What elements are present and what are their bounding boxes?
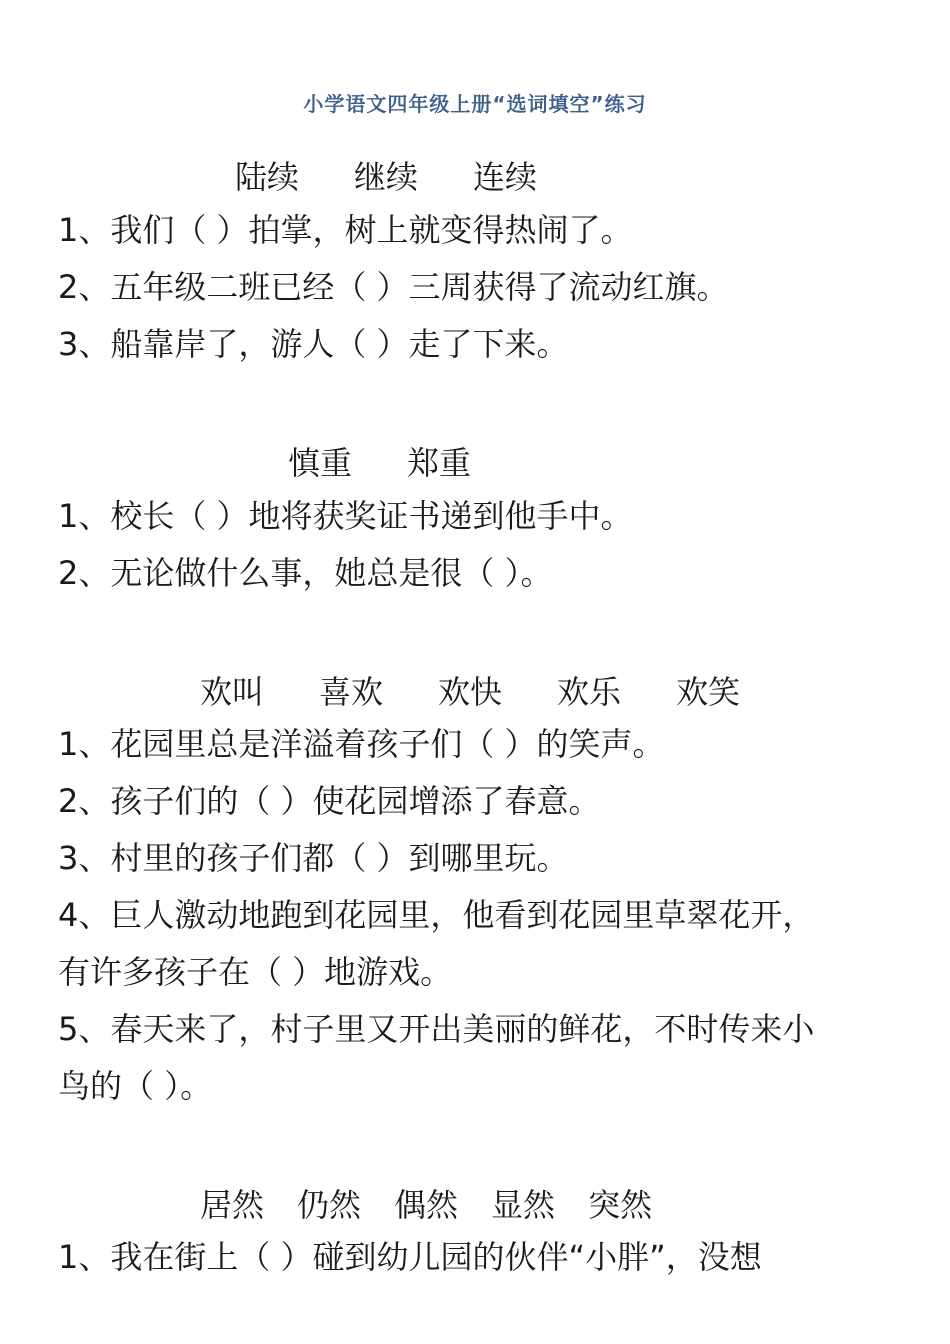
question-line: 3、村里的孩子们都（ ）到哪里玩。: [58, 839, 569, 877]
word-bank-1: [235, 152, 592, 198]
word-bank-4: [200, 1180, 685, 1226]
word-option: 欢乐: [557, 673, 622, 711]
word-option: 继续: [354, 158, 419, 196]
word-option: 突然: [588, 1186, 653, 1224]
word-option: 欢叫: [200, 673, 265, 711]
question-line: 1、我们（ ）拍掌，树上就变得热闹了。: [58, 211, 633, 249]
question-line: 2、无论做什么事，她总是很（ ）。: [58, 554, 553, 592]
word-option: 欢笑: [676, 673, 741, 711]
question-line: 2、五年级二班已经（ ）三周获得了流动红旗。: [58, 268, 729, 306]
word-option: 慎重: [288, 444, 353, 482]
word-option: 喜欢: [319, 673, 384, 711]
word-option: 陆续: [235, 158, 300, 196]
question-line: 有许多孩子在（ ）地游戏。: [58, 953, 453, 991]
word-bank-3: [200, 667, 795, 713]
word-option: 居然: [200, 1186, 265, 1224]
question-line: 4、巨人激动地跑到花园里，他看到花园里草翠花开，: [58, 896, 815, 934]
question-line: 鸟的（ ）。: [58, 1067, 213, 1105]
question-line: 2、孩子们的（ ）使花园增添了春意。: [58, 782, 601, 820]
question-line: 3、船靠岸了，游人（ ）走了下来。: [58, 325, 569, 363]
word-bank-2: [288, 438, 526, 484]
word-option: 偶然: [394, 1186, 459, 1224]
page-title: 小学语文四年级上册“选词填空”练习: [303, 92, 647, 116]
word-option: 仍然: [297, 1186, 362, 1224]
question-line: 1、校长（ ）地将获奖证书递到他手中。: [58, 497, 633, 535]
question-line: 1、花园里总是洋溢着孩子们（ ）的笑声。: [58, 725, 665, 763]
question-line: 5、春天来了，村子里又开出美丽的鲜花，不时传来小: [58, 1010, 815, 1048]
question-line: 1、我在街上（ ）碰到幼儿园的伙伴“小胖”，没想: [58, 1238, 762, 1276]
word-option: 连续: [473, 158, 538, 196]
word-option: 郑重: [407, 444, 472, 482]
word-option: 欢快: [438, 673, 503, 711]
word-option: 显然: [491, 1186, 556, 1224]
